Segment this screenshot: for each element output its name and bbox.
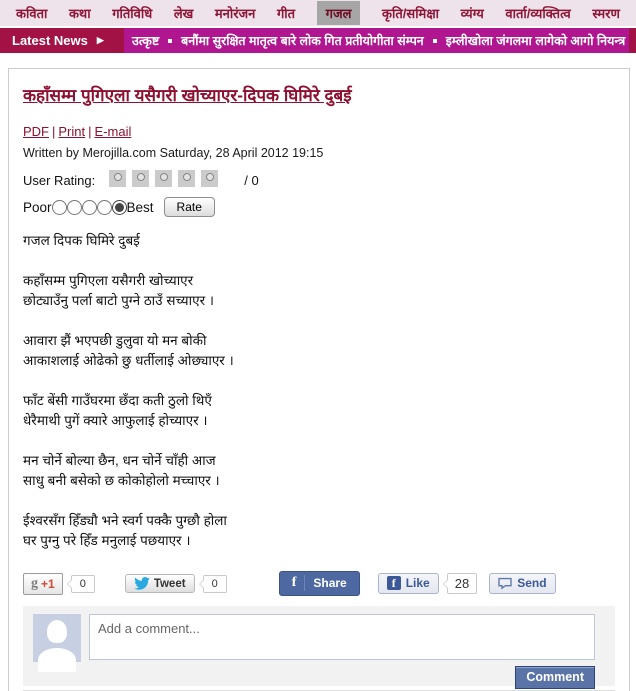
star-placeholder-icon <box>155 170 172 187</box>
star-placeholder-icon <box>201 170 218 187</box>
nav-item-kavita[interactable]: कविता <box>16 6 48 21</box>
rating-radio-3[interactable] <box>82 200 97 215</box>
google-g-icon: g <box>31 575 38 591</box>
nav-item-katha[interactable]: कथा <box>68 6 91 21</box>
rate-button[interactable]: Rate <box>164 197 215 217</box>
document-actions <box>23 124 615 139</box>
rating-radio-4[interactable] <box>97 200 112 215</box>
social-buttons-row <box>23 571 615 596</box>
nav-item-vyangya[interactable]: व्यंग्य <box>460 6 484 21</box>
nav-item-gazal-selected[interactable]: गजल <box>317 1 361 25</box>
comment-input[interactable] <box>89 614 595 660</box>
best-label: Best <box>126 199 154 215</box>
poem-body <box>23 231 615 551</box>
plusone-label: +1 <box>41 576 55 591</box>
comment-button[interactable]: Comment <box>515 666 595 689</box>
pdf-link[interactable]: PDF <box>23 124 49 139</box>
rating-radio-2[interactable] <box>67 200 82 215</box>
poem-line: धेरैमाथी पुगें क्यारे आफुलाई होच्याएर । <box>23 413 208 428</box>
facebook-f-icon: f <box>292 575 306 591</box>
poem-subtitle: गजल दिपक घिमिरे दुबई <box>23 233 140 248</box>
poem-line: आकाशलाई ओढेको छु धर्तीलाई ओछ्याएर । <box>23 353 234 368</box>
send-label: Send <box>517 576 547 590</box>
star-placeholder-icon <box>109 170 126 187</box>
article-content-box <box>8 68 630 691</box>
ticker-headline[interactable]: इम्लीखोला जंगलमा लागेको आगो नियन्त्र <box>445 34 626 48</box>
nav-item-varta-vyaktitva[interactable]: वार्ता/व्यक्तित्व <box>505 6 571 21</box>
ticker-headline[interactable]: उत्कृष्ट <box>132 34 160 48</box>
ticker-bullet-icon <box>168 39 172 43</box>
nav-item-manoranjan[interactable]: मनोरंजन <box>214 6 256 21</box>
nav-item-kriti-samiksha[interactable]: कृति/समिक्षा <box>382 6 440 21</box>
nav-item-lekh[interactable]: लेख <box>173 6 194 21</box>
facebook-share-button[interactable] <box>279 571 360 596</box>
avatar-silhouette <box>47 620 67 643</box>
poor-label: Poor <box>23 199 52 215</box>
user-rating-row <box>23 170 615 190</box>
facebook-like-button[interactable] <box>378 573 439 594</box>
play-arrow-icon: ▶ <box>96 35 104 45</box>
link-separator: | <box>52 124 56 139</box>
facebook-comments-plugin <box>23 606 615 686</box>
article-title[interactable]: कहाँसम्म पुगिएला यसैगरी खोच्याएर-दिपक घिमिरे दुबई <box>23 86 352 105</box>
rate-form <box>23 197 615 217</box>
poem-line: ईश्वरसँग हिँड्यौ भने स्वर्ग पक्कै पुग्छौ होला <box>23 513 227 528</box>
twitter-bird-icon <box>134 577 150 590</box>
rating-radio-1[interactable] <box>52 200 67 215</box>
send-bubble-icon <box>498 577 512 589</box>
star-placeholder-icon <box>178 170 195 187</box>
share-label: Share <box>313 576 347 590</box>
rating-stars <box>109 170 218 187</box>
ticker-bullet-icon <box>433 39 437 43</box>
poem-stanza <box>23 331 615 371</box>
ticker-headline[interactable]: बनौंमा सुरक्षित मातृत्व बारे लोक गित प्रतीयोगीता संम्पन <box>181 34 424 48</box>
poem-line: साधु बनी बसेको छ कोकोहोलो मच्चाएर । <box>23 473 220 488</box>
facebook-f-icon: f <box>387 576 401 590</box>
avatar-silhouette <box>38 648 76 672</box>
poem-stanza <box>23 271 615 311</box>
poem-stanza <box>23 451 615 491</box>
facebook-send-button[interactable] <box>489 573 555 594</box>
poem-line: आवारा झैं भएपछी डुलुवा यो मन बोकी <box>23 333 207 348</box>
avatar <box>33 614 81 662</box>
like-label: Like <box>405 576 430 590</box>
news-ticker <box>124 28 629 53</box>
tweet-count: 0 <box>203 575 227 593</box>
plusone-count: 0 <box>71 575 95 593</box>
rating-radio-5[interactable] <box>112 200 127 215</box>
rating-score: / 0 <box>244 172 259 188</box>
poem-stanza <box>23 511 615 551</box>
poem-line: फाँट बेंसी गाउँघरमा छँदा कती ठुलो थिएँ <box>23 393 212 408</box>
link-separator: | <box>88 124 92 139</box>
nav-item-gatividhi[interactable]: गतिविधि <box>112 6 153 21</box>
poem-line: छोट्याउँनु पर्ला बाटो पुग्ने ठाउँ सच्याएर । <box>23 293 214 308</box>
user-rating-label: User Rating: <box>23 172 96 188</box>
nav-item-smaran[interactable]: स्मरण <box>592 6 620 21</box>
poem-stanza <box>23 391 615 431</box>
star-placeholder-icon <box>132 170 149 187</box>
tweet-label: Tweet <box>153 577 186 590</box>
poem-line: कहाँसम्म पुगिएला यसैगरी खोच्याएर <box>23 273 194 288</box>
ticker-endcap <box>629 28 636 53</box>
email-link[interactable]: E-mail <box>94 124 132 139</box>
latest-news-label[interactable] <box>0 28 124 53</box>
print-link[interactable]: Print <box>58 124 86 139</box>
poem-line: घर पुग्नु परे हिँड मनुलाई पछयाएर । <box>23 533 191 548</box>
latest-news-text: Latest News <box>12 33 88 48</box>
byline: Written by Merojilla.com Saturday, 28 April 2012 19:15 <box>23 146 324 160</box>
google-plusone-button[interactable] <box>23 573 63 595</box>
like-count: 28 <box>447 573 477 594</box>
tweet-button[interactable] <box>125 574 195 593</box>
nav-item-geet[interactable]: गीत <box>276 6 296 21</box>
poem-line: मन चोर्ने बोल्या छैन, धन चोर्ने चाँही आज <box>23 453 216 468</box>
news-ticker-bar <box>0 28 636 53</box>
top-navigation <box>0 0 636 26</box>
